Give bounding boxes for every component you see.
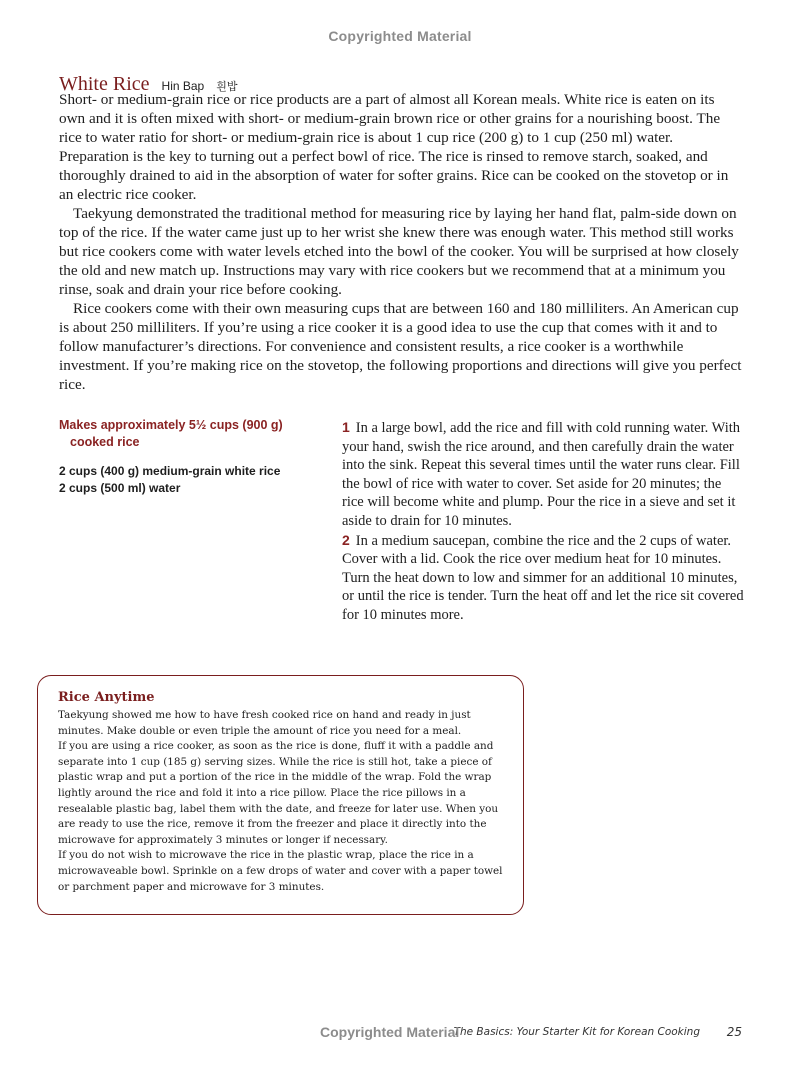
ingredient-item: 2 cups (400 g) medium-grain white rice: [59, 464, 281, 478]
recipe-steps: [342, 418, 744, 625]
intro-paragraph: Rice cookers come with their own measuring cups that are between 160 and 180 milliliters. An American cup is about 250 milliliters. If you’re using a rice cooker it is a good idea to use the cup that comes with it and to follow manufacturer’s directions. For convenience and consistent results, a rice cooker is a worthwhile investment. If you’re making rice on the stovetop, the following proportions and directions will give you perfect rice.: [59, 300, 742, 393]
ingredient-list: [59, 463, 329, 497]
sidebar-paragraph: If you are using a rice cooker, as soon as the rice is done, fluff it with a paddle and separate into 1 cup (185 g) serving sizes. While the rice is still hot, take a piece of plastic wrap and put a portion of the rice in the middle of the wrap. Fold the wrap lightly around the rice and fold it into a rice pillow. Place the rice pillows in a resealable plastic bag, label them with the date, and freeze for later use. When you are ready to use the rice, remove it from the freezer and place it directly into the microwave for approximately 3 minutes or longer if necessary.: [58, 740, 499, 846]
step-number: 1: [342, 419, 350, 435]
step-number: 2: [342, 531, 350, 548]
step-text: In a medium saucepan, combine the rice and the 2 cups of water. Cover with a lid. Cook the rice over medium heat for 10 minutes. Turn the heat down to low and simmer for an additional 10 minutes, or until the rice is tender. Turn the heat off and let the rice sit covered for 10 minutes more.: [342, 532, 744, 623]
sidebar-paragraph: Taekyung showed me how to have fresh cooked rice on hand and ready in just minutes. Make double or even triple the amount of rice you need for a meal.: [58, 709, 471, 737]
sidebar-paragraph: If you do not wish to microwave the rice in the plastic wrap, place the rice in a microwaveable bowl. Sprinkle on a few drops of water and cover with a paper towel or parchment paper and microwave for 3 minutes.: [58, 849, 503, 893]
page-number: 25: [726, 1025, 742, 1039]
rice-anytime-sidebar: [37, 675, 524, 915]
intro-paragraph: Taekyung demonstrated the traditional method for measuring rice by laying her hand flat, palm-side down on top of the rice. If the water came just up to her wrist she knew there was enough water. This method still works but rice cookers come with water levels etched into the bowl of the cooker. You will be surprised at how closely the old and new match up. Instructions may vary with rice cookers but we recommend that at a minimum you rinse, soak and drain your rice before cooking.: [59, 205, 739, 298]
recipe-intro: [59, 90, 743, 394]
copyright-watermark-bottom: Copyrighted Material: [320, 1024, 460, 1040]
step-item: [342, 531, 744, 625]
step-text: In a large bowl, add the rice and fill with cold running water. With your hand, swish the rice around, and then carefully drain the water into the sink. Repeat this several times until the water runs clear. Fill the bowl of rice with water to cover. Set aside for 20 minutes; the rice will become white and plump. Pour the rice in a sieve and set it aside to drain for 10 minutes.: [342, 420, 741, 529]
running-head: The Basics: Your Starter Kit for Korean Cooking: [453, 1026, 700, 1038]
ingredients-panel: [59, 417, 329, 497]
recipe-subtitle: Hin Bap: [161, 79, 205, 93]
sidebar-body: [58, 708, 504, 895]
ingredient-item: 2 cups (500 ml) water: [59, 481, 181, 495]
page-footer: [320, 1024, 744, 1044]
recipe-korean-name: 흰밥: [216, 80, 238, 93]
recipe-yield: Makes approximately 5½ cups (900 g) cooked rice: [59, 418, 283, 449]
intro-paragraph: Short- or medium-grain rice or rice products are a part of almost all Korean meals. White rice is eaten on its own and it is often mixed with short- or medium-grain brown rice or other grains for a nourishing boost. The rice to water ratio for short- or medium-grain rice is about 1 cup rice (200 g) to 1 cup (250 ml) water. Preparation is the key to turning out a perfect bowl of rice. The rice is rinsed to remove starch, soaked, and thoroughly drained to aid in the absorption of water for softer grains. Rice can be cooked on the stovetop or in an electric rice cooker.: [59, 91, 729, 203]
step-item: [342, 418, 744, 531]
copyright-watermark-top: Copyrighted Material: [328, 28, 472, 44]
recipe-title: White Rice: [59, 73, 150, 95]
sidebar-title: Rice Anytime: [58, 690, 155, 705]
